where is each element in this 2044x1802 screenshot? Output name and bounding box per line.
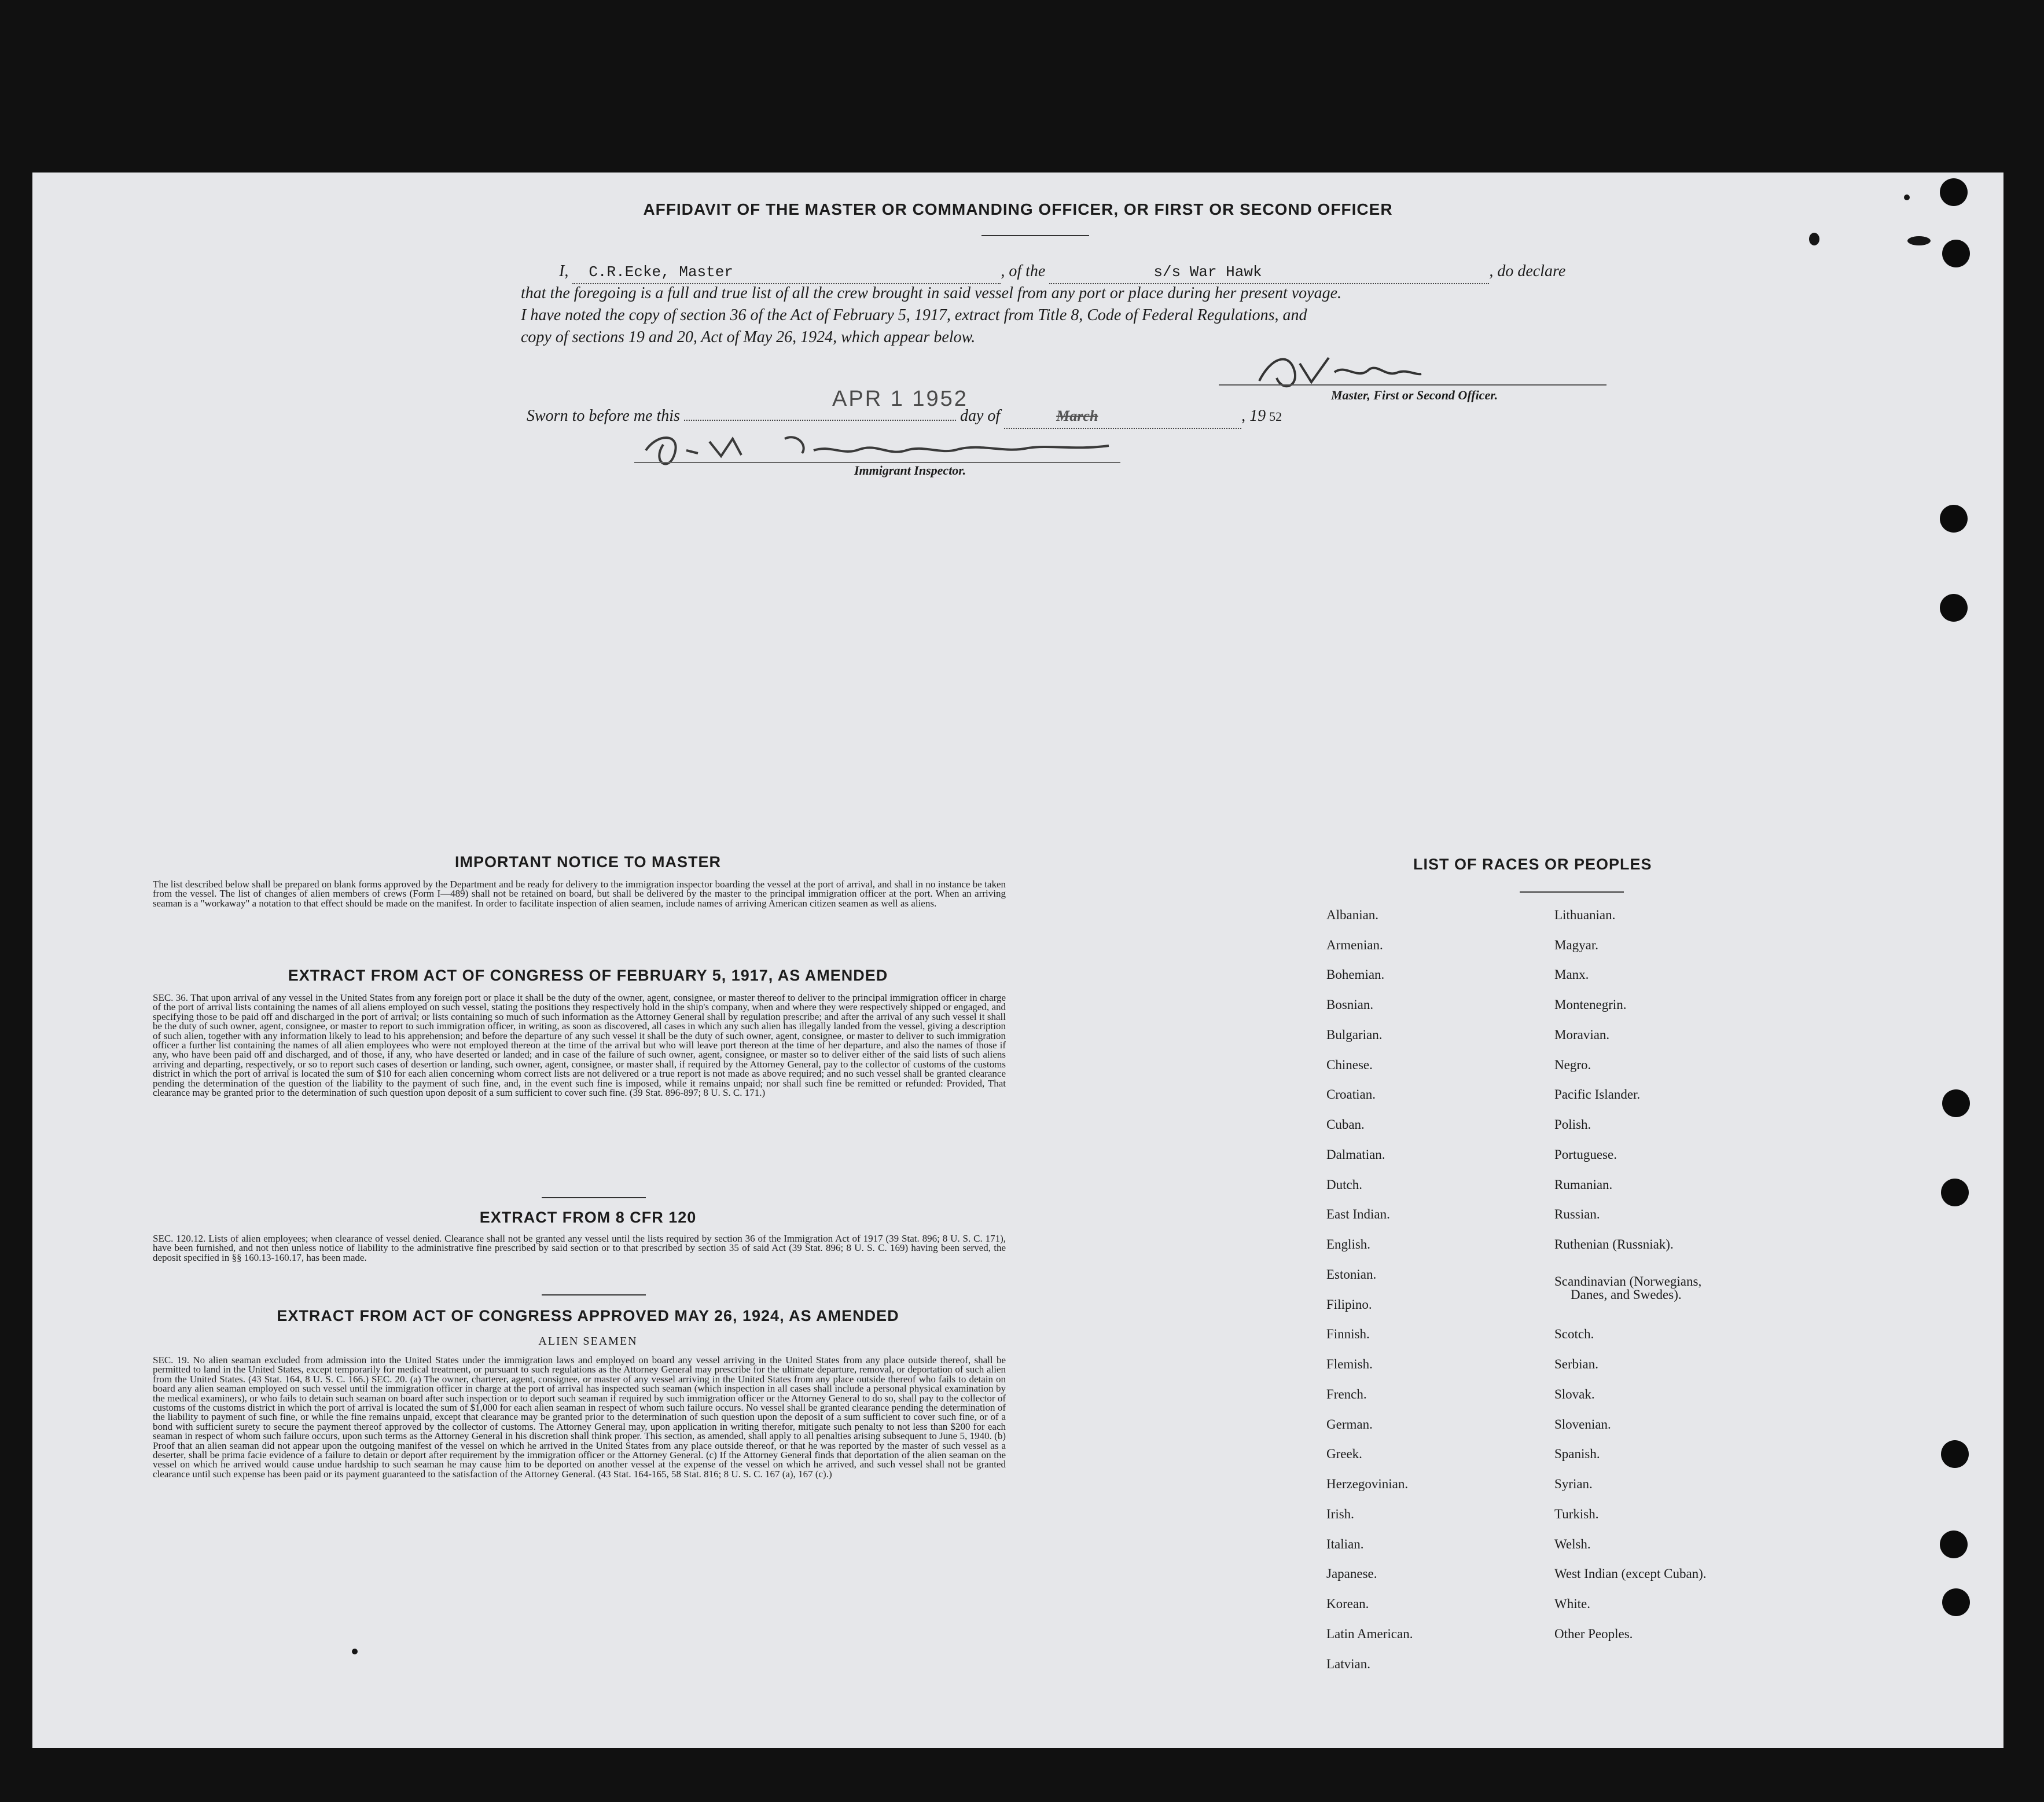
race-item: Ruthenian (Russniak). <box>1554 1237 1674 1252</box>
race-item: Chinese. <box>1326 1058 1373 1072</box>
race-item: Albanian. <box>1326 908 1379 922</box>
race-item: Dutch. <box>1326 1177 1362 1192</box>
race-item: Rumanian. <box>1554 1177 1613 1192</box>
race-item: West Indian (except Cuban). <box>1554 1566 1707 1581</box>
declaration-mid: , of the <box>1001 262 1046 280</box>
race-item: Syrian. <box>1554 1477 1593 1491</box>
title-divider <box>981 235 1089 236</box>
declaration-suffix: , do declare <box>1489 262 1566 280</box>
sworn-prefix: Sworn to before me this <box>527 407 680 425</box>
race-item: Slovak. <box>1554 1387 1595 1401</box>
alien-seamen-subtitle: ALIEN SEAMEN <box>538 1335 638 1348</box>
race-item: Filipino. <box>1326 1297 1372 1312</box>
master-signature-label: Master, First or Second Officer. <box>1331 388 1498 402</box>
divider-cfr <box>542 1294 646 1295</box>
extract-1924-text: SEC. 19. No alien seaman excluded from admission into the United States under the immigration laws and employed on board any vessel arriving in the United States from any place outside thereof, shall be permitted to land in the United States, except temporarily for medical treatment, or pursuant to such regulations as the Attorney General may prescribe for the ultimate departure, removal, or deportation of such alien from the United States. (43 Stat. 164, 8 U. S. C. 166.) SEC. 20. (a) The owner, charterer, agent, consignee, or master of any vessel arriving in the United States from any place outside thereof who fails to detain on board any alien seaman employed on such vessel until the immigration officer in charge at the port of arrival has inspected such seaman (which inspection in all cases shall include a personal physical examination by the medical examiners), or who fails to detain such seaman on board after such inspection or to deport such seaman if required by such immigration officer or the Attorney General to do so, shall pay to the collector of customs of the customs district in which the port of arrival is located the sum of $1,000 for each alien seaman in respect of whom such failure occurs. No vessel shall be granted clearance pending the determination of the liability to payment of such fine, or while the fine remains unpaid, except that clearance may be granted prior to the determination of such question upon the deposit of a sum sufficient to cover such fine, or of a bond with sufficient surety to secure the payment thereof approved by the collector of customs. The Attorney General may, upon application in writing therefor, mitigate such penalty to not less than $200 for each seaman in respect of whom such failure occurs, upon such terms as the Attorney General in his discretion shall think proper. This section, as amended, shall apply to all penalties arising subsequent to June 5, 1940. (b) Proof that an alien seaman did not appear upon the outgoing manifest of the vessel on which he arrived in the United States from any place outside thereof, or that he was reported by the master of such vessel as a deserter, shall be prima facie evidence of a failure to detain or deport after requirement by the immigration officer or the Attorney General. (c) If the Attorney General finds that deportation of the alien seaman on the vessel on which he arrived would cause undue hardship to such seaman he may cause him to be deported on another vessel at the expense of the vessel on which he arrived, and such vessel shall not be granted clearance until such expense has been paid or its payment guaranteed to the satisfaction of the Attorney General. (43 Stat. 164-165, 58 Stat. 816; 8 U. S. C. 167 (a), 167 (c).) <box>153 1355 1006 1480</box>
race-item: Finnish. <box>1326 1327 1370 1341</box>
race-item: Negro. <box>1554 1058 1591 1072</box>
races-divider <box>1520 891 1624 893</box>
sworn-date-field <box>684 420 956 421</box>
race-item: White. <box>1554 1597 1590 1611</box>
race-item: Danes, and Swedes). <box>1571 1287 1682 1302</box>
extract-1924-title: EXTRACT FROM ACT OF CONGRESS APPROVED MAY 26, 1924, AS AMENDED <box>277 1307 899 1324</box>
master-name-field <box>572 261 1001 284</box>
ink-speck <box>1907 236 1931 245</box>
race-item: Estonian. <box>1326 1267 1377 1282</box>
extract-1917-title: EXTRACT FROM ACT OF CONGRESS OF FEBRUARY 5, 1917, AS AMENDED <box>288 967 888 984</box>
race-item: Herzegovinian. <box>1326 1477 1409 1491</box>
race-item: Cuban. <box>1326 1117 1365 1132</box>
race-item: English. <box>1326 1237 1371 1252</box>
race-item: Latin American. <box>1326 1627 1413 1641</box>
punch-hole <box>1940 594 1968 622</box>
race-item: Slovenian. <box>1554 1417 1611 1432</box>
race-item: Dalmatian. <box>1326 1147 1385 1162</box>
race-item: French. <box>1326 1387 1367 1401</box>
race-item: Italian. <box>1326 1537 1364 1551</box>
ink-speck <box>352 1649 358 1654</box>
punch-hole <box>1942 240 1970 267</box>
sworn-year: 52 <box>1269 409 1282 424</box>
race-item: Lithuanian. <box>1554 908 1616 922</box>
race-item: Scotch. <box>1554 1327 1594 1341</box>
race-item: Moravian. <box>1554 1027 1610 1042</box>
race-item: Turkish. <box>1554 1507 1599 1521</box>
punch-hole <box>1942 1089 1970 1117</box>
sworn-date-stamp: APR 1 1952 <box>832 387 968 411</box>
race-item: Magyar. <box>1554 938 1599 952</box>
race-item: Welsh. <box>1554 1537 1591 1551</box>
race-item: Croatian. <box>1326 1087 1376 1102</box>
extract-cfr-text: SEC. 120.12. Lists of alien employees; when clearance of vessel denied. Clearance shall not be granted any vessel until the lists required by section 36 of the Immigration Act of 1917 (39 Stat. 896; 8 U. S. C. 171), have been furnished, and not then unless notice of liability to the administrative fine prescribed by said section or to that prescribed by section 35 of said Act (39 Stat. 896; 8 U. S. C. 169) having been served, the deposit specified in §§ 160.13-160.17, has been made. <box>153 1233 1006 1263</box>
inspector-label: Immigrant Inspector. <box>854 463 966 478</box>
sworn-year-prefix: , 19 <box>1241 407 1266 425</box>
race-item: Russian. <box>1554 1207 1600 1221</box>
affidavit-title: AFFIDAVIT OF THE MASTER OR COMMANDING OFFICER, OR FIRST OR SECOND OFFICER <box>643 200 1393 218</box>
race-item: Irish. <box>1326 1507 1354 1521</box>
punch-hole <box>1940 505 1968 533</box>
declaration-line-1 <box>559 260 1565 284</box>
race-item: Polish. <box>1554 1117 1591 1132</box>
declaration-line-4: copy of sections 19 and 20, Act of May 26, 1924, which appear below. <box>521 328 976 346</box>
declaration-line-2: that the foregoing is a full and true list of all the crew brought in said vessel from any port or place during her present voyage. <box>521 284 1342 302</box>
race-item: Latvian. <box>1326 1657 1370 1671</box>
punch-hole <box>1941 1440 1969 1468</box>
sworn-day-of: day of <box>959 407 1001 425</box>
race-item: Montenegrin. <box>1554 997 1627 1012</box>
notice-text: The list described below shall be prepared on blank forms approved by the Department and be ready for delivery to the immigration inspector boarding the vessel at the port of arrival, and shall in no instance be taken from the vessel. The list of changes of alien members of crews (Form I—489) shall not be retained on board, but shall be delivered by the master to the principal immigration officer at the port. When an arriving seaman is a "workaway" a notation to that effect should be made on the manifest. In order to facilitate inspection of alien seamen, include names of arriving American citizen seamen as well as aliens. <box>153 879 1006 909</box>
race-item: Other Peoples. <box>1554 1627 1633 1641</box>
race-item: East Indian. <box>1326 1207 1390 1221</box>
sworn-month: March <box>1056 408 1098 424</box>
race-item: Scandinavian (Norwegians, <box>1554 1274 1702 1289</box>
extract-cfr-title: EXTRACT FROM 8 CFR 120 <box>479 1209 697 1226</box>
master-name: C.R.Ecke, Master <box>589 263 733 281</box>
divider-1917 <box>542 1197 646 1198</box>
master-signature-line <box>1219 384 1606 386</box>
race-item: Flemish. <box>1326 1357 1373 1371</box>
ink-speck <box>1809 233 1819 245</box>
race-item: Pacific Islander. <box>1554 1087 1641 1102</box>
race-item: Serbian. <box>1554 1357 1599 1371</box>
race-item: Japanese. <box>1326 1566 1377 1581</box>
races-title: LIST OF RACES OR PEOPLES <box>1413 856 1652 873</box>
race-item: Portuguese. <box>1554 1147 1617 1162</box>
race-item: Korean. <box>1326 1597 1369 1611</box>
race-item: Armenian. <box>1326 938 1383 952</box>
punch-hole <box>1941 1179 1969 1206</box>
race-item: Spanish. <box>1554 1447 1600 1461</box>
race-item: Bulgarian. <box>1326 1027 1383 1042</box>
notice-title: IMPORTANT NOTICE TO MASTER <box>455 853 721 871</box>
race-item: Greek. <box>1326 1447 1362 1461</box>
race-item: Bosnian. <box>1326 997 1374 1012</box>
race-item: Manx. <box>1554 967 1589 982</box>
declaration-line-3: I have noted the copy of section 36 of the Act of February 5, 1917, extract from Title 8, Code of Federal Regulations, and <box>521 306 1307 324</box>
punch-hole <box>1942 1588 1970 1616</box>
extract-1917-text: SEC. 36. That upon arrival of any vessel in the United States from any foreign port or place it shall be the duty of the owner, agent, consignee, or master thereof to deliver to the principal immigration officer in charge of the port of arrival lists containing the names of all aliens employed on such vessel, stating the positions they respectively hold in the ship's company, when and where they were respectively shipped or engaged, and specifying those to be paid off and discharged in the port of arrival; or lists containing so much of such information as the Attorney General shall by regulation prescribe; and after the arrival of any such vessel it shall be the duty of such owner, agent, consignee, or master to report to such immigration officer, in writing, as soon as discovered, all cases in which any such alien has illegally landed from the vessel, giving a description of such alien, together with any information likely to lead to his apprehension; and before the departure of any such vessel it shall be the duty of such owner, agent, consignee, or master to deliver to such immigration officer a further list containing the names of all alien employees who were not employed thereon at the time of the arrival but who will leave port thereon at the time of her departure, and also the names of those if any, who have been paid off and discharged, and of those, if any, who have deserted or landed; and in case of the failure of such owner, agent, consignee, or master so to deliver either of the said lists of such aliens arriving and departing, respectively, or so to report such cases of desertion or landing, such owner, agent, consignee, or master shall, if required by the Attorney General, pay to the collector of customs of the customs district in which the port of arrival is located the sum of $10 for each alien concerning whom correct lists are not delivered or a true report is not made as above required; and no such vessel shall be granted clearance pending the determination of the question of the liability to the payment of such fine, and, in the event such fine is imposed, while it remains unpaid; nor shall such fine be remitted or refunded: Provided, That clearance may be granted prior to the determination of such question upon deposit of a sum sufficient to cover such fine. (39 Stat. 896-897; 8 U. S. C. 171.) <box>153 992 1006 1099</box>
form-page <box>32 173 2003 1748</box>
vessel-name: s/s War Hawk <box>1153 263 1262 281</box>
race-item: Bohemian. <box>1326 967 1385 982</box>
sworn-month-field <box>1004 405 1241 429</box>
race-item: German. <box>1326 1417 1373 1432</box>
punch-hole <box>1940 1531 1968 1558</box>
ink-speck <box>1904 194 1910 200</box>
vessel-name-field <box>1049 261 1489 284</box>
declaration-prefix: I, <box>559 262 569 280</box>
